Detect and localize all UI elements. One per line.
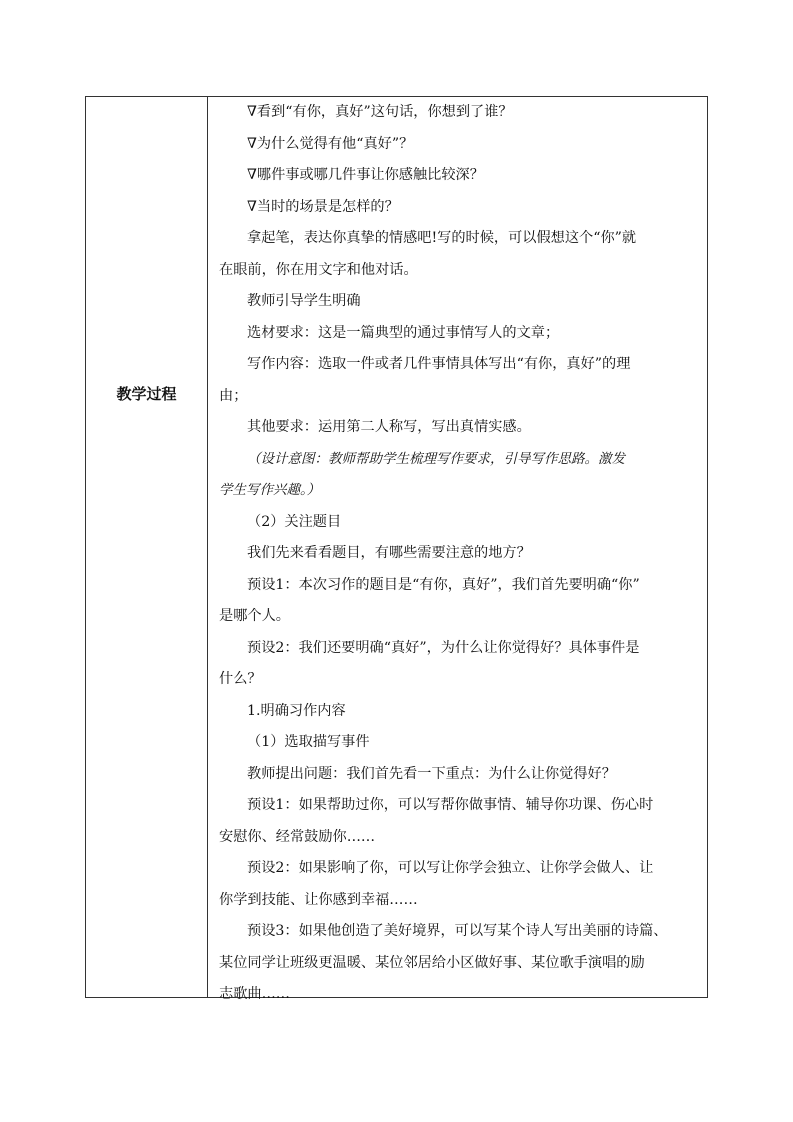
content-line: 预设1：本次习作的题目是“有你，真好”，我们首先要明确“你” bbox=[247, 576, 640, 593]
content-line: 写作内容：选取一件或者几件事情具体写出“有你，真好”的理 bbox=[247, 356, 631, 372]
content-line: （设计意图：教师帮助学生梳理写作要求，引导写作思路。激发 bbox=[247, 450, 625, 467]
content-line: ∇哪件事或哪几件事让你感触比较深？ bbox=[247, 167, 484, 183]
content-line: 安慰你、经常鼓励你…… bbox=[219, 828, 376, 845]
content-line: 选材要求：这是一篇典型的通过事情写人的文章； bbox=[247, 324, 560, 341]
content-line: 1.明确习作内容 bbox=[247, 702, 346, 719]
lesson-table bbox=[85, 96, 708, 1002]
content-line: （1）选取描写事件 bbox=[247, 734, 370, 750]
content-line: 是哪个人。 bbox=[219, 608, 290, 624]
content-line: （2）关注题目 bbox=[247, 513, 342, 530]
content-line: 我们先来看看题目，有哪些需要注意的地方？ bbox=[247, 545, 531, 561]
content-line: 志歌曲…… bbox=[219, 986, 290, 1002]
content-line: 由； bbox=[219, 387, 248, 404]
content-line: 你学到技能、让你感到幸福…… bbox=[219, 891, 418, 908]
content-line: ∇当时的场景是怎样的？ bbox=[247, 198, 399, 215]
content-line: 学生写作兴趣。） bbox=[219, 482, 321, 498]
lesson-content bbox=[208, 97, 709, 1011]
content-line: 拿起笔，表达你真挚的情感吧!写的时候，可以假想这个“你”就 bbox=[247, 230, 637, 246]
content-line: 教师引导学生明确 bbox=[247, 293, 361, 309]
content-line: 教师提出问题：我们首先看一下重点：为什么让你觉得好？ bbox=[247, 765, 616, 782]
content-line: 什么？ bbox=[219, 671, 262, 687]
content-line: 在眼前，你在用文字和他对话。 bbox=[219, 261, 418, 278]
content-line: 其他要求：运用第二人称写，写出真情实感。 bbox=[247, 419, 531, 435]
content-line: 预设2：我们还要明确“真好”，为什么让你觉得好？具体事件是 bbox=[247, 639, 640, 656]
content-line: ∇看到“有你，真好”这句话，你想到了谁？ bbox=[247, 104, 513, 120]
content-line: ∇为什么觉得有他“真好”？ bbox=[247, 135, 414, 152]
content-line: 预设1：如果帮助过你，可以写帮你做事情、辅导你功课、伤心时 bbox=[247, 797, 654, 813]
row-label: 教学过程 bbox=[116, 385, 177, 403]
content-line: 预设3：如果他创造了美好境界，可以写某个诗人写出美丽的诗篇、 bbox=[247, 923, 668, 939]
content-line: 预设2：如果影响了你，可以写让你学会独立、让你学会做人、让 bbox=[247, 860, 654, 876]
content-line: 某位同学让班级更温暖、某位邻居给小区做好事、某位歌手演唱的励 bbox=[219, 954, 645, 971]
